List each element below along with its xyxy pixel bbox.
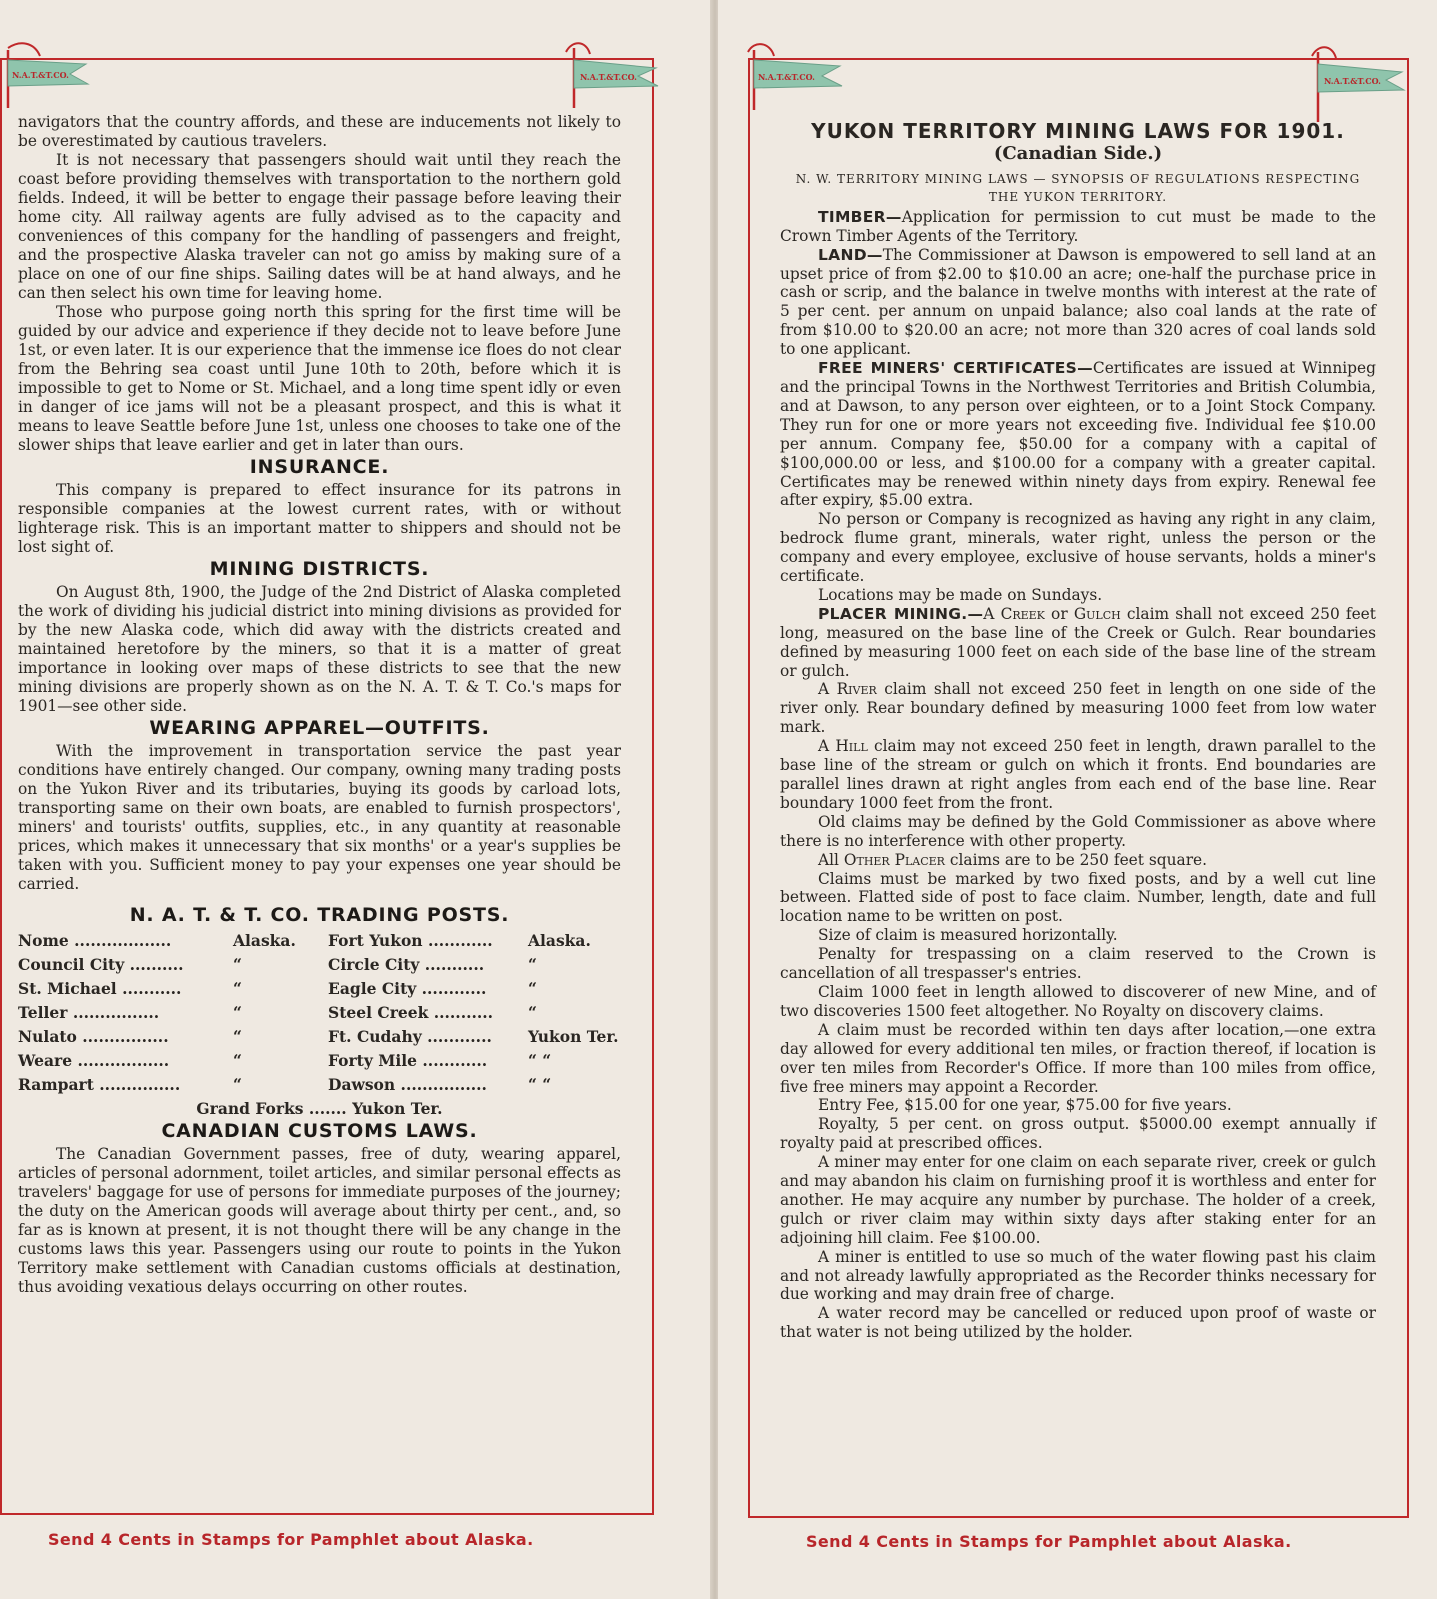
mining-laws-subtitle: (Canadian Side.): [993, 142, 1163, 164]
left-flag-text-1: N.A.T.&T.CO.: [12, 70, 69, 80]
old-claims-paragraph: Old claims may be defined by the Gold Commissioner as above where there is no interference with other property.: [780, 812, 1376, 850]
post-location: “ “: [528, 1051, 552, 1070]
entry-fee-paragraph: Entry Fee, $15.00 for one year, $75.00 for five years.: [818, 1096, 1232, 1115]
trading-post-row: [18, 1003, 621, 1027]
left-corner-flag-icon: [0, 38, 110, 118]
placer-text-b: or: [1044, 604, 1074, 623]
placer-creek: Creek: [1000, 604, 1045, 623]
post-name: St. Michael ...........: [18, 979, 182, 998]
certificates-paragraph: [780, 359, 1376, 510]
right-left-flag-icon: [740, 40, 860, 120]
river-paragraph: [780, 680, 1376, 737]
land-text: The Commissioner at Dawson is empowered to sell land at an upset price of from $2.00 to $10.00 an acre; one-half the purchase price in cash or scrip, and the balance in twelve months with interest at the rate of 5 per cent. per annum on unpaid balance; also coal lands at the rate of from $10.00 to $20.00 an acre; not more than 320 acres of coal lands sold to one applicant.: [780, 245, 1376, 359]
right-footer: Send 4 Cents in Stamps for Pamphlet about Alaska.: [806, 1532, 1292, 1551]
placer-text-c: claim shall not exceed 250 feet long, measured on the base line of the Creek or Gulch. Rear boundaries defined by measuring 1000 feet on each side of the base line of the stream or gulch.: [780, 604, 1376, 680]
customs-paragraph: The Canadian Government passes, free of duty, wearing apparel, articles of personal adornment, toilet articles, and similar personal effects as travelers' baggage for use of persons for immediate purposes of the journey; the duty on the American goods will average about thirty per cent., and, so far as is known at present, it is not thought there will be any change in the customs laws this year. Passengers using our route to points in the Yukon Territory make settlement with Canadian customs officials at destination, thus avoiding vexatious delays occurring on other routes.: [18, 1145, 621, 1296]
trading-post-row: [18, 1027, 621, 1051]
post-location: “: [528, 979, 537, 998]
grand-forks-location: Yukon Ter.: [352, 1099, 443, 1118]
left-column-text: [18, 113, 621, 1297]
post-location: “: [528, 1003, 537, 1022]
post-name: Fort Yukon ............: [328, 931, 493, 950]
intro-paragraph-3: Those who purpose going north this spring for the first time will be guided by our advice and experience if they decide not to leave before June 1st, or even later. It is our experience that the immense ice floes do not clear from the Behring sea coast until June 10th to 20th, before which it is impossible to get to Nome or St. Michael, and a long time spent idly or even in danger of ice jams will not be a pleasant prospect, and this is what it means to leave Seattle before June 1st, unless one chooses to take one of the slower ships that leave earlier and get in later than ours.: [18, 303, 621, 454]
placer-paragraph: [780, 605, 1376, 681]
trading-posts-table: [18, 931, 621, 1099]
post-location: “: [233, 1075, 242, 1094]
post-location: “: [233, 979, 242, 998]
trading-post-row: [18, 979, 621, 1003]
other-placer-word: Other Placer: [843, 850, 945, 869]
no-person-paragraph: No person or Company is recognized as having any right in any claim, bedrock flume grant, minerals, water right, unless the person or the company and every employee, exclusive of house servants, holds a miner's certificate.: [780, 510, 1376, 586]
hill-text-a: A: [818, 737, 836, 756]
intro-paragraph-2: It is not necessary that passengers should wait until they reach the coast before providing themselves with transportation to the northern gold fields. Indeed, it will be better to engage their passage before leaving their home city. All railway agents are fully advised as to the capacity and conveniences of this company for the handling of passengers and freight, and the prospective Alaska traveler can not go amiss by making sure of a place on one of our fine ships. Sailing dates will be at hand always, and he can then select his own time for leaving home.: [18, 151, 621, 302]
hill-text-b: claim may not exceed 250 feet in length, drawn parallel to the base line of the stream or gulch on which it fronts. End boundaries are parallel lines drawn at right angles from each end of the base line. Rear boundary 1000 feet from the front.: [780, 737, 1376, 812]
post-name: Circle City ...........: [328, 955, 485, 974]
wearing-apparel-heading: WEARING APPAREL—OUTFITS.: [149, 717, 490, 739]
left-page: [0, 0, 712, 1599]
timber-text: Application for permission to cut must be made to the Crown Timber Agents of the Territory.: [780, 207, 1376, 245]
placer-gulch: Gulch: [1073, 604, 1121, 623]
right-flag-text-2: N.A.T.&T.CO.: [1324, 76, 1381, 86]
post-location: “: [233, 1003, 242, 1022]
size-paragraph: Size of claim is measured horizontally.: [818, 926, 1118, 945]
certificates-keyword: FREE MINERS' CERTIFICATES—: [818, 359, 1093, 378]
grand-forks-name: Grand Forks: [196, 1099, 304, 1118]
post-name: Council City ..........: [18, 955, 184, 974]
other-text-b: claims are to be 250 feet square.: [944, 850, 1208, 869]
wearing-apparel-paragraph: With the improvement in transportation service the past year conditions have entirely changed. Our company, owning many trading posts on the Yukon River and its tributaries, buying its goods by carload lots, transporting same on their own boats, are enabled to furnish prospectors', miners' and tourists' outfits, supplies, etc., in any quantity at reasonable prices, which makes it unnecessary that six months' or a year's supplies be taken with you. Sufficient money to pay your expenses one year should be carried.: [18, 742, 621, 893]
left-flag-text-2: N.A.T.&T.CO.: [580, 72, 637, 82]
placer-text-a: A: [983, 604, 1001, 623]
post-location: “: [233, 1051, 242, 1070]
left-footer: Send 4 Cents in Stamps for Pamphlet about Alaska.: [48, 1530, 534, 1549]
penalty-paragraph: Penalty for trespassing on a claim reserved to the Crown is cancellation of all trespasser's entries.: [780, 945, 1376, 983]
water-record-paragraph: A water record may be cancelled or reduced upon proof of waste or that water is not being utilized by the holder.: [780, 1304, 1376, 1342]
post-name: Teller ................: [18, 1003, 160, 1022]
post-name: Forty Mile ............: [328, 1051, 488, 1070]
post-name: Rampart ...............: [18, 1075, 181, 1094]
right-column-text: [780, 119, 1376, 1342]
post-name: Weare .................: [18, 1051, 170, 1070]
river-text-b: claim shall not exceed 250 feet in length on one side of the river only. Rear boundary defined by measuring 1000 feet from low water mark.: [780, 680, 1376, 737]
right-page: [718, 0, 1437, 1599]
hill-word: Hill: [835, 737, 868, 756]
intro-paragraph-1: navigators that the country affords, and these are inducements not likely to be overestimated by cautious travelers.: [18, 113, 621, 150]
placer-keyword: PLACER MINING.—: [818, 604, 984, 623]
sundays-paragraph: Locations may be made on Sundays.: [818, 585, 1103, 604]
mining-districts-paragraph: On August 8th, 1900, the Judge of the 2nd District of Alaska completed the work of dividing his judicial district into mining divisions as provided for by the new Alaska code, which did away with the districts created and maintained heretofore by the miners, so that it is a matter of great importance in looking over maps of these districts to see that the new mining divisions are properly shown as on the N. A. T. & T. Co.'s maps for 1901—see other side.: [18, 583, 621, 715]
post-location: “ “: [528, 1075, 552, 1094]
post-name: Eagle City ............: [328, 979, 487, 998]
hill-paragraph: [780, 737, 1376, 813]
certificates-text: Certificates are issued at Winnipeg and the principal Towns in the Northwest Territories and British Columbia, and at Dawson, to any person over eighteen, or to a Joint Stock Company. They run for one or more years not exceeding five. Individual fee $10.00 per annum. Company fee, $50.00 for a company with a capital of $100,000.00 or less, and $100.00 for a company with a greater capital. Certificates may be renewed within ninety days from expiry. Renewal fee after expiry, $5.00 extra.: [780, 359, 1376, 510]
other-text-a: All: [818, 850, 844, 869]
river-word: River: [836, 680, 877, 699]
right-flag-text-1: N.A.T.&T.CO.: [758, 72, 815, 82]
marked-paragraph: Claims must be marked by two fixed posts, and by a well cut line between. Flatted side of post to face claim. Number, length, date and full location name to be written on post.: [780, 869, 1376, 926]
trading-post-row: [18, 931, 621, 955]
post-location: “: [528, 955, 537, 974]
timber-paragraph: [780, 208, 1376, 246]
synopsis-heading: N. W. TERRITORY MINING LAWS — SYNOPSIS OF REGULATIONS RESPECTING THE YUKON TERRITORY.: [795, 171, 1361, 204]
trading-posts-heading: N. A. T. & T. CO. TRADING POSTS.: [129, 904, 510, 926]
royalty-paragraph: Royalty, 5 per cent. on gross output. $5000.00 exempt annually if royalty paid at prescribed offices.: [780, 1115, 1376, 1153]
customs-heading: CANADIAN CUSTOMS LAWS.: [161, 1120, 478, 1142]
trading-post-row: [18, 1075, 621, 1099]
post-name: Nome ..................: [18, 931, 172, 950]
river-text-a: A: [818, 680, 837, 699]
left-center-flag-icon: [560, 38, 670, 118]
water-paragraph: A miner is entitled to use so much of the water flowing past his claim and not already lawfully appropriated as the Recorder thinks necessary for due working and may drain free of charge.: [780, 1247, 1376, 1304]
other-placer-paragraph: [780, 851, 1376, 870]
trading-post-row: [18, 1051, 621, 1075]
insurance-heading: INSURANCE.: [249, 456, 390, 478]
post-location: Alaska.: [233, 931, 296, 950]
recorded-paragraph: A claim must be recorded within ten days after location,—one extra day allowed for every additional ten miles, or fraction thereof, if location is over ten miles from Recorder's Office. If more than 100 miles from office, five free miners may appoint a Recorder.: [780, 1020, 1376, 1096]
land-paragraph: [780, 246, 1376, 359]
insurance-paragraph: This company is prepared to effect insurance for its patrons in responsible companies at the lowest current rates, with or without lighterage risk. This is an important matter to shippers and should not be lost sight of.: [18, 481, 621, 556]
one-claim-paragraph: A miner may enter for one claim on each separate river, creek or gulch and may abandon his claim on furnishing proof it is worthless and enter for another. He may acquire any number by purchase. The holder of a creek, gulch or river claim may within sixty days after staking enter for an adjoining hill claim. Fee $100.00.: [780, 1153, 1376, 1247]
mining-laws-title: YUKON TERRITORY MINING LAWS FOR 1901.: [811, 119, 1345, 143]
post-location: Yukon Ter.: [528, 1027, 619, 1046]
grand-forks-row: Grand Forks ....... Yukon Ter.: [196, 1099, 443, 1118]
post-name: Steel Creek ...........: [328, 1003, 494, 1022]
discoverer-paragraph: Claim 1000 feet in length allowed to discoverer of new Mine, and of two discoveries 1500 feet altogether. No Royalty on discovery claims.: [780, 982, 1376, 1020]
post-location: Alaska.: [528, 931, 591, 950]
trading-post-row: [18, 955, 621, 979]
post-name: Ft. Cudahy ............: [328, 1027, 492, 1046]
post-location: “: [233, 1027, 242, 1046]
timber-keyword: TIMBER—: [818, 207, 902, 226]
mining-districts-heading: MINING DISTRICTS.: [209, 558, 430, 580]
post-name: Dawson ................: [328, 1075, 487, 1094]
post-name: Nulato ................: [18, 1027, 169, 1046]
post-location: “: [233, 955, 242, 974]
land-keyword: LAND—: [818, 245, 883, 264]
